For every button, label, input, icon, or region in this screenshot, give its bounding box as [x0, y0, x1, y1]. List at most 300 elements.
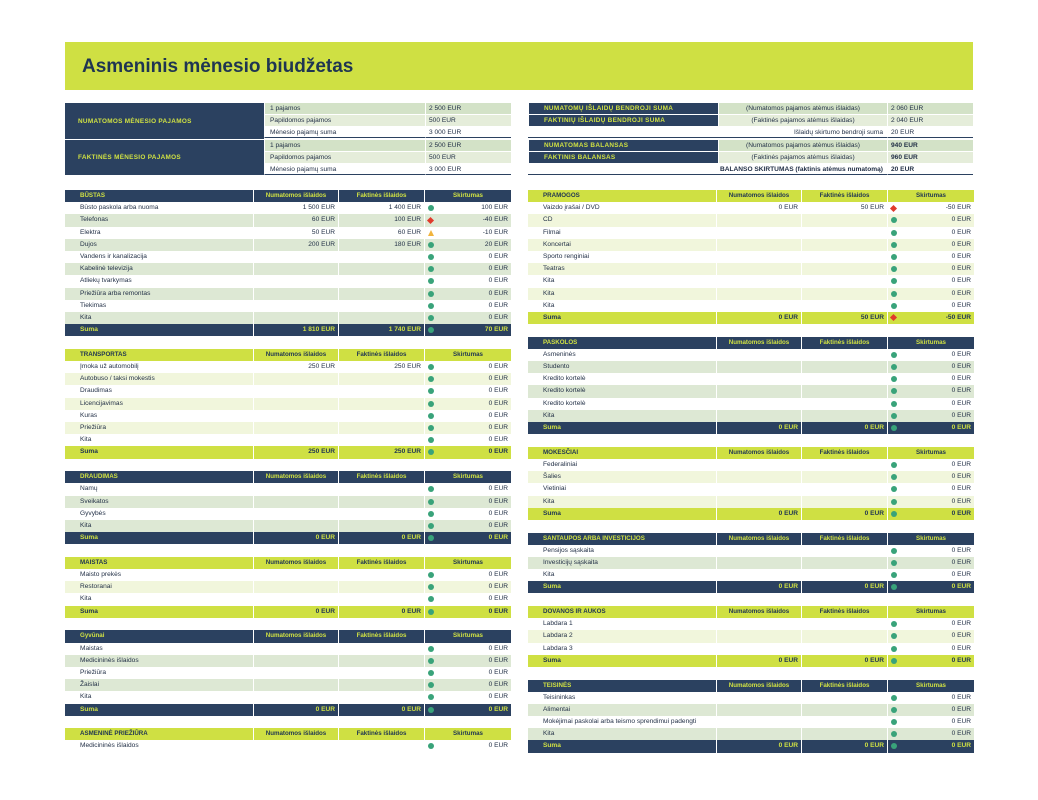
difference-cell [424, 667, 511, 679]
planned-total: 0 EUR [253, 532, 338, 544]
total-label: Suma [528, 740, 716, 752]
planned-value [716, 471, 801, 483]
table-row [65, 496, 511, 508]
planned-total: 0 EUR [253, 704, 338, 716]
difference-cell [887, 728, 974, 740]
category-title: MOKESČIAI [528, 447, 716, 459]
difference-cell [887, 483, 974, 495]
actual-value [338, 410, 424, 422]
column-header-actual: Faktinės išlaidos [801, 680, 887, 692]
budget-table-maistas [65, 557, 511, 618]
planned-value [716, 630, 801, 642]
row-label: Kita [528, 300, 716, 312]
status-ok-icon [428, 511, 434, 517]
status-ok-icon [428, 413, 434, 419]
table-row [528, 643, 974, 655]
row-label: Kita [65, 593, 253, 605]
row-label: Sveikatos [65, 496, 253, 508]
difference-value: -50 EUR [945, 204, 971, 212]
planned-total: 0 EUR [253, 606, 338, 618]
actual-value [801, 728, 887, 740]
row-label: Filmai [528, 227, 716, 239]
actual-total: 1 740 EUR [338, 324, 424, 336]
table-total-row [528, 581, 974, 593]
difference-cell [424, 679, 511, 691]
difference-cell [887, 643, 974, 655]
table-total-row [528, 422, 974, 434]
status-ok-icon [428, 303, 434, 309]
row-label: Kita [528, 569, 716, 581]
table-row [528, 202, 974, 214]
status-ok-icon [428, 499, 434, 505]
difference-total-cell [424, 324, 511, 336]
table-row [65, 691, 511, 703]
table-row [65, 239, 511, 251]
planned-value [253, 679, 338, 691]
table-row [528, 361, 974, 373]
table-header [65, 630, 511, 642]
status-ok-icon [891, 511, 897, 517]
status-ok-icon [428, 205, 434, 211]
actual-total: 0 EUR [338, 704, 424, 716]
budget-table-santaupos-arba-investicijos [528, 533, 974, 594]
difference-value: 0 EUR [951, 558, 971, 566]
actual-total: 0 EUR [801, 422, 887, 434]
difference-cell [887, 275, 974, 287]
difference-value: 0 EUR [951, 350, 971, 358]
status-ok-icon [428, 315, 434, 321]
column-header-actual: Faktinės išlaidos [338, 728, 424, 740]
planned-balance-row: NUMATOMAS BALANSAS (Numatomos pajamos atėmus išlaidas) 940 EUR [528, 140, 973, 151]
difference-cell [887, 239, 974, 251]
column-header-actual: Faktinės išlaidos [801, 337, 887, 349]
row-label: Licencijavimas [65, 398, 253, 410]
planned-value [716, 385, 801, 397]
planned-value [716, 275, 801, 287]
column-header-planned: Numatomos išlaidos [716, 337, 801, 349]
column-header-actual: Faktinės išlaidos [801, 606, 887, 618]
status-ok-icon [891, 388, 897, 394]
actual-value [338, 569, 424, 581]
difference-value: 0 EUR [488, 411, 508, 419]
column-header-difference: Skirtumas [887, 533, 974, 545]
difference-cell [887, 288, 974, 300]
table-header [528, 447, 974, 459]
actual-value [338, 643, 424, 655]
difference-value: 0 EUR [951, 460, 971, 468]
difference-value: 0 EUR [488, 595, 508, 603]
row-label: Kredito kortelė [528, 385, 716, 397]
row-label: Kabelinė televizija [65, 263, 253, 275]
table-row [528, 692, 974, 704]
actual-value [338, 496, 424, 508]
table-row [65, 214, 511, 226]
actual-value [801, 716, 887, 728]
status-ok-icon [428, 743, 434, 749]
actual-value [801, 398, 887, 410]
planned-value [253, 520, 338, 532]
difference-value: 0 EUR [951, 705, 971, 713]
table-row [65, 385, 511, 397]
planned-value [716, 214, 801, 226]
budget-table-pramogos [528, 190, 974, 324]
difference-cell [424, 508, 511, 520]
column-header-planned: Numatomos išlaidos [253, 349, 338, 361]
actual-value [801, 349, 887, 361]
column-header-difference: Skirtumas [424, 471, 511, 483]
category-title: ASMENINĖ PRIEŽIŪRA [65, 728, 253, 740]
planned-value [253, 655, 338, 667]
actual-value [801, 569, 887, 581]
difference-total: -50 EUR [945, 313, 971, 321]
column-header-difference: Skirtumas [887, 680, 974, 692]
actual-value [801, 288, 887, 300]
table-total-row [65, 606, 511, 618]
column-header-planned: Numatomos išlaidos [716, 190, 801, 202]
actual-value [801, 496, 887, 508]
budget-table-teisines [528, 680, 974, 753]
row-label: Priežiūra [65, 667, 253, 679]
difference-total-cell [887, 581, 974, 593]
difference-cell [887, 214, 974, 226]
actual-value [338, 520, 424, 532]
column-header-actual: Faktinės išlaidos [801, 190, 887, 202]
actual-value [801, 214, 887, 226]
status-ok-icon [891, 731, 897, 737]
status-ok-icon [891, 230, 897, 236]
actual-value [801, 361, 887, 373]
planned-value [253, 569, 338, 581]
difference-cell [887, 545, 974, 557]
planned-value [253, 593, 338, 605]
table-row [65, 275, 511, 287]
planned-value [253, 508, 338, 520]
difference-cell [424, 263, 511, 275]
planned-value: 60 EUR [253, 214, 338, 226]
status-ok-icon [891, 658, 897, 664]
difference-cell [424, 581, 511, 593]
difference-value: 0 EUR [488, 436, 508, 444]
planned-value [253, 410, 338, 422]
difference-cell [424, 422, 511, 434]
planned-value [253, 275, 338, 287]
actual-value [338, 483, 424, 495]
status-ok-icon [428, 609, 434, 615]
column-header-difference: Skirtumas [887, 447, 974, 459]
planned-value [253, 373, 338, 385]
table-row [528, 373, 974, 385]
row-label: Labdara 1 [528, 618, 716, 630]
difference-total: 0 EUR [488, 534, 508, 542]
planned-value [253, 496, 338, 508]
difference-value: 0 EUR [951, 411, 971, 419]
status-ok-icon [428, 707, 434, 713]
status-ok-icon [428, 486, 434, 492]
difference-value: 0 EUR [488, 668, 508, 676]
difference-total: 0 EUR [951, 424, 971, 431]
table-total-row [65, 704, 511, 716]
actual-value [338, 679, 424, 691]
planned-value [716, 704, 801, 716]
actual-value [801, 239, 887, 251]
table-total-row [65, 532, 511, 544]
difference-cell [887, 373, 974, 385]
planned-value [253, 434, 338, 446]
actual-value [801, 545, 887, 557]
row-label: CD [528, 214, 716, 226]
difference-cell [887, 459, 974, 471]
actual-total: 0 EUR [801, 740, 887, 752]
table-header [65, 190, 511, 202]
actual-total: 0 EUR [338, 606, 424, 618]
planned-total: 0 EUR [716, 655, 801, 667]
column-header-planned: Numatomos išlaidos [253, 190, 338, 202]
difference-value: -40 EUR [482, 216, 508, 224]
row-label: Priežiūra arba remontas [65, 288, 253, 300]
planned-value: 250 EUR [253, 361, 338, 373]
table-header [65, 471, 511, 483]
table-header [528, 190, 974, 202]
difference-cell [887, 227, 974, 239]
actual-value [338, 373, 424, 385]
row-label: Šalies [528, 471, 716, 483]
category-title: TRANSPORTAS [65, 349, 253, 361]
difference-cell [424, 239, 511, 251]
status-ok-icon [891, 743, 897, 749]
table-row [528, 545, 974, 557]
category-title: SANTAUPOS ARBA INVESTICIJOS [528, 533, 716, 545]
table-row [528, 557, 974, 569]
difference-value: 0 EUR [488, 571, 508, 579]
status-ok-icon [891, 633, 897, 639]
status-ok-icon [428, 242, 434, 248]
difference-cell [887, 263, 974, 275]
column-header-difference: Skirtumas [887, 337, 974, 349]
planned-value [716, 349, 801, 361]
difference-value: 0 EUR [951, 265, 971, 273]
difference-value: 0 EUR [951, 363, 971, 371]
status-ok-icon [891, 413, 897, 419]
difference-cell [887, 251, 974, 263]
difference-cell [424, 398, 511, 410]
difference-value: 0 EUR [488, 485, 508, 493]
difference-cell [887, 385, 974, 397]
difference-value: 0 EUR [488, 363, 508, 371]
actual-income-row: Papildomos pajamos 500 EUR [264, 152, 511, 163]
difference-total: 0 EUR [488, 607, 508, 615]
budget-table-transportas [65, 349, 511, 459]
status-ok-icon [891, 462, 897, 468]
column-header-difference: Skirtumas [424, 728, 511, 740]
budget-table-asmenine-prieziura [65, 728, 511, 752]
difference-cell [424, 300, 511, 312]
row-label: Tiekimas [65, 300, 253, 312]
total-label: Suma [65, 324, 253, 336]
difference-value: 0 EUR [488, 681, 508, 689]
actual-value [338, 508, 424, 520]
column-header-planned: Numatomos išlaidos [716, 533, 801, 545]
row-label: Kita [65, 691, 253, 703]
row-label: Kita [528, 410, 716, 422]
actual-value: 50 EUR [801, 202, 887, 214]
table-row [65, 227, 511, 239]
table-total-row [528, 312, 974, 324]
difference-value: 0 EUR [488, 644, 508, 652]
budget-table-paskolos [528, 337, 974, 435]
status-ok-icon [428, 425, 434, 431]
difference-value: 0 EUR [488, 301, 508, 309]
row-label: Asmeninės [528, 349, 716, 361]
status-ok-icon [891, 707, 897, 713]
actual-value [801, 275, 887, 287]
table-row [528, 349, 974, 361]
status-ok-icon [891, 560, 897, 566]
table-row [65, 740, 511, 752]
table-header [528, 533, 974, 545]
difference-total: 0 EUR [951, 656, 971, 664]
difference-value: 0 EUR [951, 387, 971, 395]
planned-value [716, 288, 801, 300]
category-title: DRAUDIMAS [65, 471, 253, 483]
planned-value [716, 263, 801, 275]
column-header-difference: Skirtumas [424, 190, 511, 202]
status-ok-icon [891, 352, 897, 358]
planned-value [253, 300, 338, 312]
actual-value [801, 704, 887, 716]
status-ok-icon [891, 646, 897, 652]
difference-cell [424, 655, 511, 667]
actual-total: 0 EUR [801, 508, 887, 520]
status-ok-icon [428, 682, 434, 688]
difference-value: 0 EUR [951, 301, 971, 309]
table-row [528, 716, 974, 728]
actual-value [801, 630, 887, 642]
status-ok-icon [428, 327, 434, 333]
total-label: Suma [65, 704, 253, 716]
difference-value: 0 EUR [951, 289, 971, 297]
total-label: Suma [65, 606, 253, 618]
table-row [65, 251, 511, 263]
status-ok-icon [891, 486, 897, 492]
difference-cell [424, 385, 511, 397]
table-row [65, 312, 511, 324]
row-label: Maistas [65, 643, 253, 655]
row-label: Draudimas [65, 385, 253, 397]
difference-cell [887, 704, 974, 716]
difference-value: 0 EUR [488, 742, 508, 750]
table-row [528, 618, 974, 630]
expected-income-row: Papildomos pajamos 500 EUR [264, 115, 511, 126]
difference-value: 0 EUR [951, 730, 971, 738]
column-header-planned: Numatomos išlaidos [716, 606, 801, 618]
difference-value: 0 EUR [951, 485, 971, 493]
actual-total: 0 EUR [801, 581, 887, 593]
status-ok-icon [891, 266, 897, 272]
difference-total-cell [887, 312, 974, 324]
planned-value: 1 500 EUR [253, 202, 338, 214]
table-row [528, 214, 974, 226]
difference-total-cell [424, 532, 511, 544]
actual-value [801, 692, 887, 704]
actual-value [801, 471, 887, 483]
actual-value [801, 251, 887, 263]
actual-value [338, 422, 424, 434]
actual-value [338, 312, 424, 324]
column-header-actual: Faktinės išlaidos [338, 630, 424, 642]
row-label: Kredito kortelė [528, 373, 716, 385]
row-label: Kita [65, 434, 253, 446]
column-header-actual: Faktinės išlaidos [338, 349, 424, 361]
table-header [65, 349, 511, 361]
difference-cell [424, 483, 511, 495]
difference-cell [424, 643, 511, 655]
planned-value [716, 483, 801, 495]
planned-value [716, 496, 801, 508]
planned-value [716, 398, 801, 410]
table-row [65, 361, 511, 373]
difference-cell [887, 349, 974, 361]
planned-total: 1 810 EUR [253, 324, 338, 336]
row-label: Kita [528, 288, 716, 300]
row-label: Atliekų tvarkymas [65, 275, 253, 287]
actual-value [338, 581, 424, 593]
row-label: Labdara 3 [528, 643, 716, 655]
planned-value [253, 422, 338, 434]
actual-income-row: 1 pajamos 2 500 EUR [264, 140, 511, 151]
table-row [65, 643, 511, 655]
status-ok-icon [891, 242, 897, 248]
row-label: Studento [528, 361, 716, 373]
difference-total: 70 EUR [484, 326, 508, 334]
actual-total: 250 EUR [338, 446, 424, 458]
column-header-planned: Numatomos išlaidos [716, 447, 801, 459]
status-ok-icon [428, 254, 434, 260]
actual-value [801, 373, 887, 385]
row-label: Kita [528, 728, 716, 740]
status-ok-icon [891, 584, 897, 590]
table-row [528, 630, 974, 642]
difference-value: 0 EUR [488, 424, 508, 432]
table-row [65, 679, 511, 691]
total-label: Suma [528, 422, 716, 434]
table-row [528, 704, 974, 716]
table-row [65, 569, 511, 581]
status-ok-icon [428, 584, 434, 590]
difference-value: 0 EUR [488, 375, 508, 383]
table-total-row [528, 655, 974, 667]
row-label: Priežiūra [65, 422, 253, 434]
status-ok-icon [428, 278, 434, 284]
row-label: Žaislai [65, 679, 253, 691]
row-label: Vaizdo įrašai / DVD [528, 202, 716, 214]
total-label: Suma [65, 446, 253, 458]
actual-value [338, 288, 424, 300]
total-label: Suma [528, 508, 716, 520]
actual-value [338, 251, 424, 263]
table-row [65, 410, 511, 422]
planned-value [253, 691, 338, 703]
difference-value: 0 EUR [488, 693, 508, 701]
actual-value [338, 691, 424, 703]
table-row [528, 227, 974, 239]
difference-cell [887, 496, 974, 508]
table-row [65, 508, 511, 520]
table-total-row [528, 508, 974, 520]
table-row [528, 263, 974, 275]
table-row [528, 275, 974, 287]
balance-summary [528, 103, 973, 175]
difference-total-cell [424, 446, 511, 458]
